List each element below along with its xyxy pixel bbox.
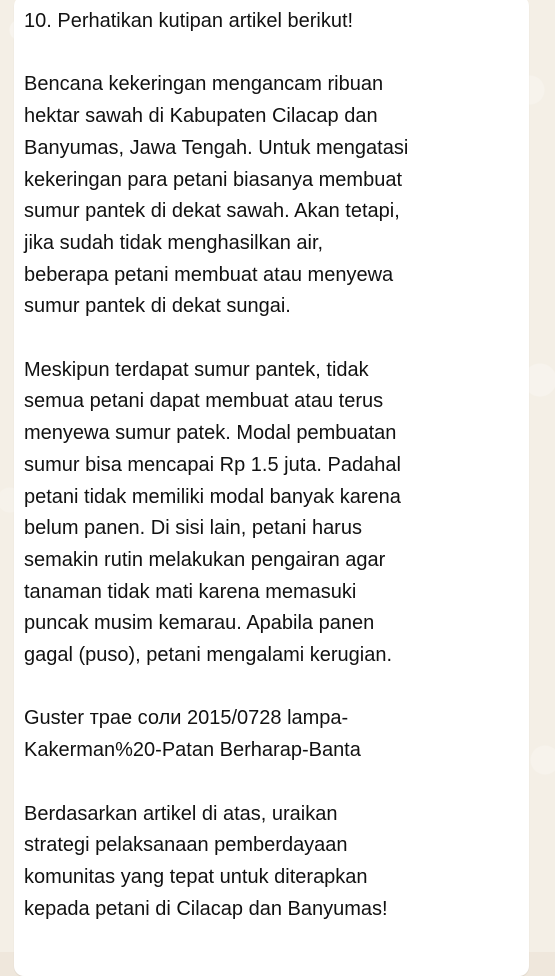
question-prompt: Berdasarkan artikel di atas, uraikan strategi pelaksanaan pemberdayaan komunitas yang tepat untuk diterapkan kepada petani di Cilacap dan Banyumas! bbox=[24, 802, 388, 920]
article-paragraph-2: Meskipun terdapat sumur pantek, tidak semua petani dapat membuat atau terus menyewa sumur patek. Modal pembuatan sumur bisa mencapai Rp 1.5 juta. Padahal petani tidak memiliki modal banyak karena belum panen. Di sisi lain, petani harus semakin rutin melakukan pengairan agar tanaman tidak mati karena memasuki puncak musim kemarau. Apabila panen gagal (puso), petani mengalami kerugian. bbox=[24, 358, 401, 667]
article-source: Guster трае соли 2015/0728 lampa- Kakerman%20-Patan Berharap-Banta bbox=[24, 707, 361, 762]
message-bubble[interactable] bbox=[14, 0, 529, 976]
article-paragraph-1: Bencana kekeringan mengancam ribuan hektar sawah di Kabupaten Cilacap dan Banyumas, Jawa Tengah. Untuk mengatasi kekeringan para petani biasanya membuat sumur pantek di dekat sawah. Akan tetapi, jika sudah tidak menghasilkan air, beberapa petani membuat atau menyewa sumur pantek di dekat sungai. bbox=[24, 73, 409, 318]
question-title: 10. Perhatikan kutipan artikel berikut! bbox=[24, 10, 354, 32]
